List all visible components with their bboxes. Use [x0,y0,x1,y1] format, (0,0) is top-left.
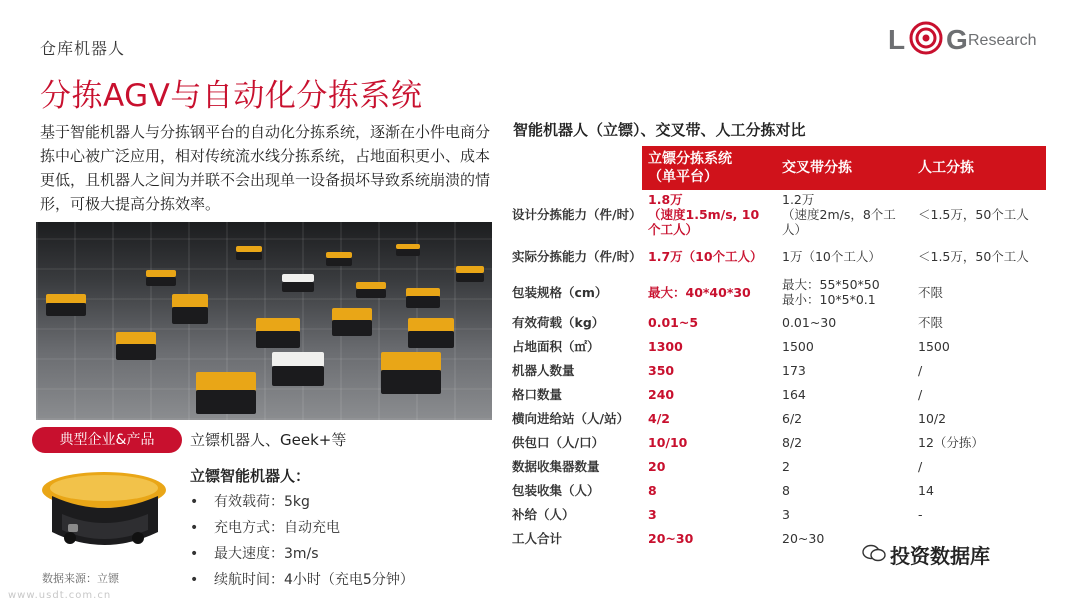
table-cell: 3 [782,506,790,522]
row-label: 工人合计 [512,530,563,546]
table-cell: 1.2万 （速度2m/s，8个工人） [782,191,896,237]
table-cell: 1.7万（10个工人） [648,248,763,264]
table-cell: 不限 [918,284,944,300]
table-cell: 0.01~5 [648,314,699,330]
table-row [506,358,1046,382]
table-header: 人工分拣 [912,146,1046,190]
table-cell: / [918,386,923,402]
table-cell: 4/2 [648,410,670,426]
row-label: 格口数量 [512,386,563,402]
target-icon [908,20,944,56]
spec-title: 立镖智能机器人： [190,467,311,485]
logo [888,14,1058,54]
table-title: 智能机器人（立镖）、交叉带、人工分拣对比 [513,121,806,139]
table-cell: - [918,506,923,522]
row-label: 有效荷载（kg） [512,314,605,330]
table-row [506,502,1046,526]
table-cell: 10/2 [918,410,947,426]
table-cell: 12（分拣） [918,434,984,450]
table-cell: 1万（10个工人） [782,248,881,264]
table-cell: 1.8万 （速度1.5m/s, 10个工人） [648,191,760,237]
row-label: 数据收集器数量 [512,458,600,474]
data-source: 数据来源：立镖 [42,572,119,585]
table-cell: 最大：40*40*30 [648,284,751,300]
table-header: 交叉带分拣 [776,146,912,190]
row-label: 包装规格（cm） [512,284,608,300]
spec-item: • 最大速度：3m/s [190,546,319,562]
table-cell: 14 [918,482,934,498]
table-cell: 20 [648,458,666,474]
table-cell: 1300 [648,338,683,354]
table-cell: 8/2 [782,434,803,450]
table-cell: 173 [782,362,806,378]
logo-letter-l: L [888,24,906,55]
spec-item: • 有效载荷：5kg [190,494,310,510]
table-cell: 不限 [918,314,944,330]
row-label: 补给（人） [512,506,575,522]
table-cell: 6/2 [782,410,803,426]
spec-item: • 充电方式：自动充电 [190,520,340,536]
table-row [506,382,1046,406]
spec-item: • 续航时间：4小时（充电5分钟） [190,572,414,588]
warehouse-robots-photo [36,222,492,420]
spec-list [190,489,414,593]
row-label: 实际分拣能力（件/时） [512,248,642,264]
row-label: 占地面积（㎡） [512,338,600,354]
table-header: 立镖分拣系统 （单平台） [642,146,776,190]
section-label: 仓库机器人 [40,39,126,58]
table-header-corner [506,146,642,190]
row-label: 包装收集（人） [512,482,600,498]
table-cell: / [918,362,923,378]
table-cell: 10/10 [648,434,688,450]
table-row [506,430,1046,454]
table-cell: ＜1.5万，50个工人 [918,206,1029,222]
table-cell: / [918,458,923,474]
intro-paragraph: 基于智能机器人与分拣钢平台的自动化分拣系统，逐渐在小件电商分拣中心被广泛应用，相对传统流水线分拣系统，占地面积更小、成本更低，且机器人之间为并联不会出现单一设备损坏导致系统崩溃的情形，可极大提高分拣效率。 [40,123,491,213]
typical-products-tag: 典型企业&产品 [32,427,182,453]
wechat-icon [862,544,886,562]
companies-text: 立镖机器人、Geek+等 [190,431,347,449]
table-cell: 20~30 [782,530,825,546]
robot-product-image [38,462,170,562]
table-cell: 8 [648,482,657,498]
table-cell: 0.01~30 [782,314,837,330]
table-header-row [506,146,1046,190]
table-row [506,478,1046,502]
table-row [506,406,1046,430]
logo-letter-g: G [946,24,968,55]
table-row [506,190,1046,238]
footer-watermark: www.usdt.com.cn [8,590,112,601]
table-cell: 3 [648,506,657,522]
table-cell: 1500 [782,338,814,354]
row-label: 供包口（人/口） [512,434,605,450]
table-row [506,334,1046,358]
table-cell: 1500 [918,338,950,354]
table-cell: 2 [782,458,790,474]
table-row [506,310,1046,334]
row-label: 横向进给站（人/站） [512,410,630,426]
table-row [506,454,1046,478]
table-cell: 164 [782,386,806,402]
table-cell: 8 [782,482,790,498]
table-cell: 350 [648,362,675,378]
table-cell: 最大：55*50*50 最小：10*5*0.1 [782,277,880,307]
logo-suffix: Research [968,32,1037,49]
table-row [506,238,1046,274]
table-row [506,274,1046,310]
comparison-table [506,146,1046,550]
table-cell: 20~30 [648,530,694,546]
row-label: 机器人数量 [512,362,575,378]
table-cell: 240 [648,386,675,402]
page-title: 分拣AGV与自动化分拣系统 [40,78,423,114]
row-label: 设计分拣能力（件/时） [512,206,642,222]
watermark-text: 投资数据库 [890,544,990,568]
table-cell: ＜1.5万，50个工人 [918,248,1029,264]
